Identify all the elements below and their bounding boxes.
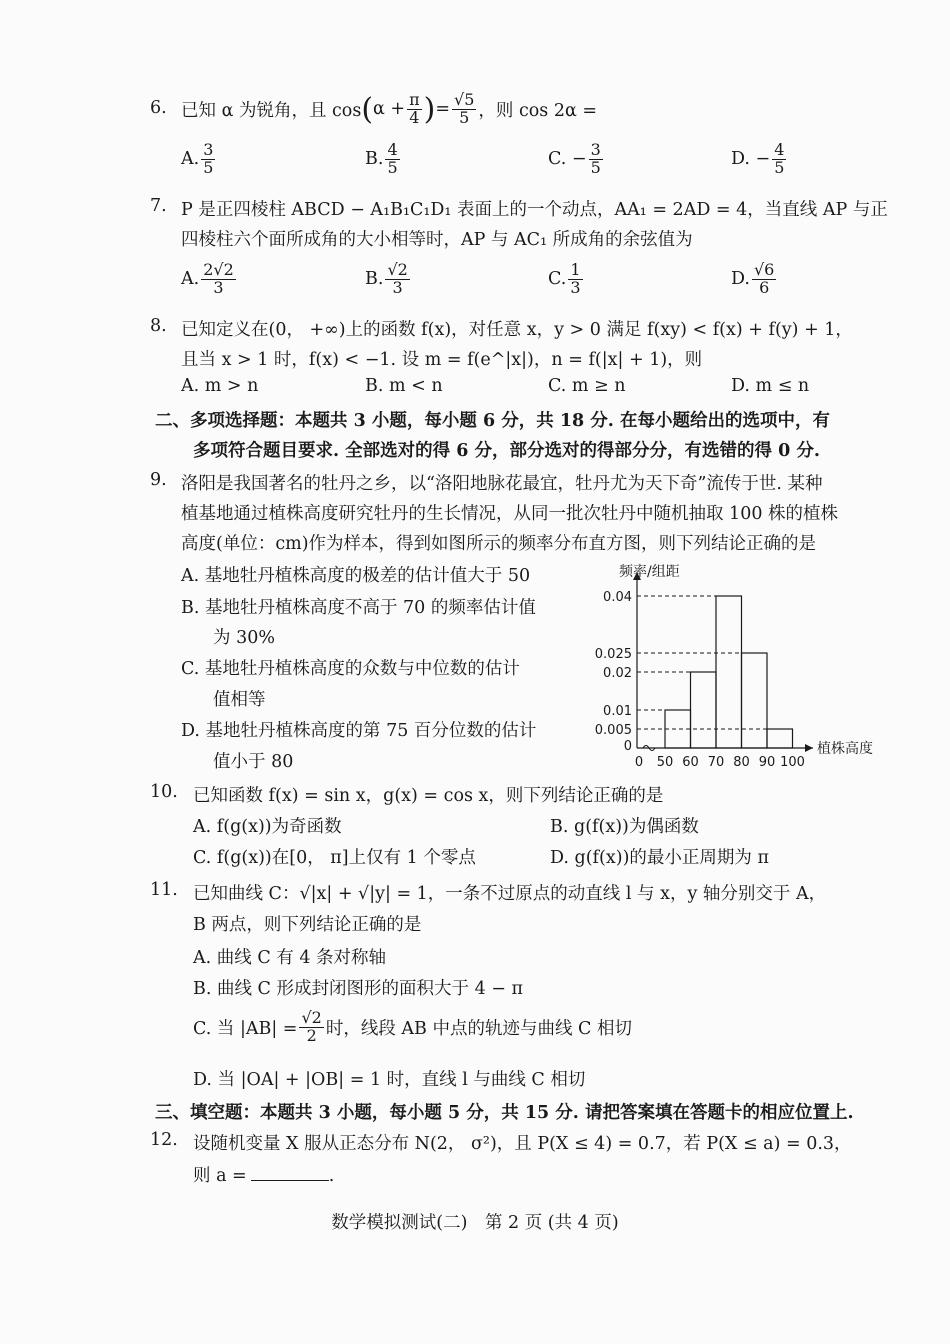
- q6-b-num: 4: [387, 140, 398, 159]
- y-tick-label: 0.04: [603, 590, 632, 605]
- q9-number: 9.: [150, 470, 167, 490]
- q7-option-a: [181, 262, 238, 297]
- q7-a-den: 3: [213, 277, 224, 297]
- q7-option-b: [365, 262, 412, 297]
- q6-b-den: 5: [387, 157, 398, 177]
- q10-number: 10.: [150, 782, 178, 802]
- q6-c-label: C. −: [548, 149, 587, 170]
- y-axis-title: 频率/组距: [619, 564, 680, 580]
- x-tick-label: 50: [656, 755, 674, 770]
- frequency-histogram: [585, 560, 890, 772]
- q6-pi-num: π: [409, 89, 420, 109]
- q7-line1: P 是正四棱柱 ABCD − A₁B₁C₁D₁ 表面上的一个动点，AA₁ = 2AD = 4，当直线 AP 与正: [181, 200, 888, 220]
- q8-option-a: A. m > n: [181, 376, 259, 396]
- q8-option-b: B. m < n: [365, 376, 443, 396]
- q6-b-label: B.: [365, 149, 384, 170]
- x-axis-arrow: [805, 744, 813, 752]
- histogram-bar: [691, 672, 717, 748]
- x-tick-label: 60: [682, 755, 699, 770]
- histogram-bar: [742, 653, 768, 748]
- q12-answer-blank: [251, 1180, 329, 1181]
- q9-line2: 植基地通过植株高度研究牡丹的生长情况，从同一批次牡丹中随机抽取 100 株的植株: [181, 504, 839, 524]
- q6-d-den: 5: [774, 157, 785, 177]
- q12-line2: [193, 1162, 334, 1187]
- section3-line1: 三、填空题：本题共 3 小题，每小题 5 分，共 15 分. 请把答案填在答题卡的相应位置上.: [155, 1103, 854, 1123]
- q8-line2: 且当 x > 1 时，f(x) < −1. 设 m = f(e^|x|)，n = f(|x| + 1)，则: [181, 350, 703, 370]
- q7-b-num: √2: [387, 260, 408, 279]
- q11-option-c: [193, 1010, 632, 1045]
- q12-line2-pre: 则 a =: [193, 1166, 247, 1186]
- q7-c-label: C.: [548, 269, 567, 290]
- q6-a-label: A.: [181, 149, 200, 170]
- q6-stem-post: ，则 cos 2α =: [478, 100, 597, 121]
- y-tick-label: 0: [623, 739, 632, 754]
- q6-pi-den: 4: [409, 107, 420, 127]
- q7-option-d: [731, 262, 778, 297]
- q9-option-a: A. 基地牡丹植株高度的极差的估计值大于 50: [181, 566, 531, 586]
- x-tick-label: 100: [780, 755, 805, 770]
- q11-number: 11.: [150, 880, 178, 900]
- section2-line1: 二、多项选择题：本题共 3 小题，每小题 6 分，共 18 分. 在每小题给出的选项中，有: [155, 411, 830, 431]
- histogram-bar: [767, 729, 793, 748]
- q6-r-num: √5: [454, 89, 475, 109]
- q7-c-num: 1: [570, 260, 581, 279]
- q11-line2: B 两点，则下列结论正确的是: [193, 915, 422, 935]
- y-tick-label: 0.025: [594, 647, 632, 662]
- q11-c-num: √2: [301, 1008, 322, 1027]
- q6-stem-pre: 已知 α 为锐角，且 cos: [181, 100, 362, 121]
- q9-option-d-line1: D. 基地牡丹植株高度的第 75 百分位数的估计: [181, 721, 537, 741]
- q7-a-label: A.: [181, 269, 200, 290]
- section2-line2: 多项符合题目要求. 全部选对的得 6 分，部分选对的得部分分，有选错的得 0 分.: [193, 441, 820, 461]
- q11-c-pre: C. 当 |AB| =: [193, 1018, 298, 1039]
- q6-c-den: 5: [590, 157, 601, 177]
- q9-option-b-line1: B. 基地牡丹植株高度不高于 70 的频率估计值: [181, 598, 536, 618]
- x-tick-label: 80: [733, 755, 750, 770]
- q9-line1: 洛阳是我国著名的牡丹之乡，以“洛阳地脉花最宜，牡丹尤为天下奇”流传于世. 某种: [181, 474, 823, 494]
- y-tick-label: 0.01: [603, 704, 632, 719]
- q7-d-label: D.: [731, 269, 750, 290]
- q10-option-a: A. f(g(x))为奇函数: [193, 817, 342, 837]
- q11-c-den: 2: [306, 1025, 317, 1045]
- q6-d-num: 4: [774, 140, 785, 159]
- y-tick-label: 0.02: [603, 666, 632, 681]
- q11-option-b: B. 曲线 C 形成封闭图形的面积大于 4 − π: [193, 979, 523, 999]
- q9-line3: 高度(单位：cm)作为样本，得到如图所示的频率分布直方图，则下列结论正确的是: [181, 534, 817, 554]
- q6-a-num: 3: [203, 140, 214, 159]
- q10-option-c: C. f(g(x))在[0， π]上仅有 1 个零点: [193, 848, 476, 868]
- q6-number: 6.: [150, 98, 167, 118]
- q10-option-d: D. g(f(x))的最小正周期为 π: [550, 848, 769, 868]
- q6-d-label: D. −: [731, 149, 771, 170]
- q9-option-c-line1: C. 基地牡丹植株高度的众数与中位数的估计: [181, 659, 520, 679]
- page-footer: 数学模拟测试(二) 第 2 页 (共 4 页): [331, 1213, 619, 1233]
- q9-option-c-line2: 值相等: [213, 690, 266, 710]
- q6-option-b: [365, 142, 402, 177]
- q7-b-label: B.: [365, 269, 384, 290]
- q11-option-d: D. 当 |OA| + |OB| = 1 时，直线 l 与曲线 C 相切: [193, 1070, 586, 1090]
- x-axis-title: 植株高度: [817, 741, 873, 757]
- x-tick-label: 70: [707, 755, 725, 770]
- q6-r-den: 5: [459, 107, 470, 127]
- q6-option-c: [548, 142, 605, 177]
- q6-option-a: [181, 142, 217, 177]
- q7-option-c: [548, 262, 585, 297]
- q7-d-den: 6: [759, 277, 770, 297]
- q10-option-b: B. g(f(x))为偶函数: [550, 817, 699, 837]
- q9-option-d-line2: 值小于 80: [213, 752, 294, 772]
- q7-line2: 四棱柱六个面所成角的大小相等时，AP 与 AC₁ 所成角的余弦值为: [181, 230, 693, 250]
- q7-a-num: 2√2: [203, 260, 234, 279]
- q6-c-num: 3: [590, 140, 601, 159]
- q6-inner: α +: [373, 99, 406, 119]
- q8-number: 8.: [150, 316, 167, 336]
- histogram-bar: [716, 596, 742, 748]
- q6-eq: =: [435, 99, 450, 119]
- q11-option-a: A. 曲线 C 有 4 条对称轴: [193, 948, 387, 968]
- q9-option-b-line2: 为 30%: [213, 628, 275, 648]
- q6-stem: 已知 α 为锐角，且 cos ( α + $\frac{\pi}{4}$ ) = $\frac{√5}{5}$ ，则 cos 2α =: [181, 89, 597, 127]
- y-tick-label: 0.005: [594, 723, 632, 738]
- q7-d-num: √6: [753, 260, 775, 279]
- x-tick-label: 0: [634, 755, 644, 770]
- q12-line1: 设随机变量 X 服从正态分布 N(2， σ²)，且 P(X ≤ 4) = 0.7，若 P(X ≤ a) = 0.3，: [193, 1134, 852, 1154]
- q12-line2-post: .: [328, 1166, 335, 1186]
- q11-line1: 已知曲线 C：√|x| + √|y| = 1，一条不过原点的动直线 l 与 x，y 轴分别交于 A，: [193, 884, 827, 904]
- x-tick-label: 90: [758, 755, 776, 770]
- q6-a-den: 5: [203, 157, 214, 177]
- q8-option-c: C. m ≥ n: [548, 376, 626, 396]
- q6-option-d: [731, 142, 788, 177]
- q7-number: 7.: [150, 196, 167, 216]
- q7-c-den: 3: [570, 277, 581, 297]
- q7-b-den: 3: [392, 277, 403, 297]
- q8-line1: 已知定义在(0， +∞)上的函数 f(x)，对任意 x，y > 0 满足 f(xy) < f(x) + f(y) + 1，: [181, 320, 853, 340]
- q11-c-post: 时，线段 AB 中点的轨迹与曲线 C 相切: [325, 1018, 632, 1039]
- q8-option-d: D. m ≤ n: [731, 376, 810, 396]
- q12-number: 12.: [150, 1130, 178, 1150]
- q10-stem: 已知函数 f(x) = sin x，g(x) = cos x，则下列结论正确的是: [193, 786, 664, 806]
